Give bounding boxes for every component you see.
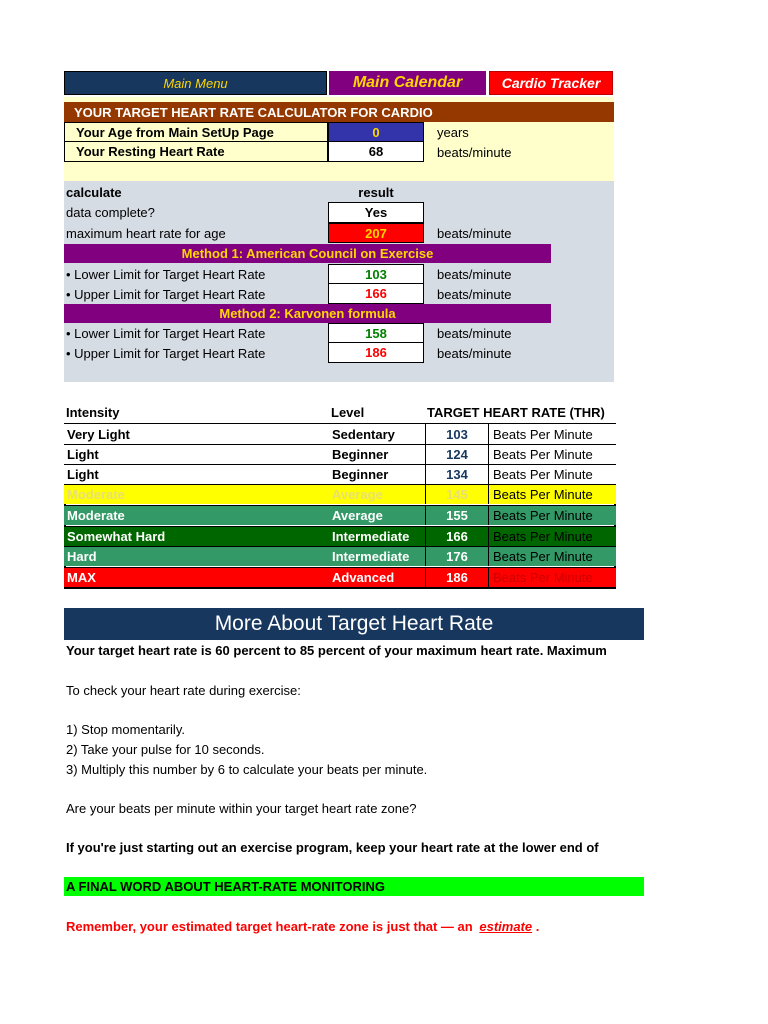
final-word-banner-text: A FINAL WORD ABOUT HEART-RATE MONITORING	[66, 879, 385, 894]
method2-lower-value-text: 158	[365, 325, 387, 341]
method1-banner	[64, 244, 551, 263]
resting-label-text: Your Resting Heart Rate	[76, 144, 225, 159]
method2-upper-label	[66, 343, 265, 363]
level-cell: Advanced	[332, 570, 395, 585]
cardio-tracker-label: Cardio Tracker	[501, 75, 601, 91]
method2-upper-value	[328, 343, 424, 363]
intensity-cell: Light	[67, 447, 99, 462]
method2-lower-value	[328, 323, 424, 343]
thr-value-cell: 166	[425, 527, 489, 546]
zone-question: Are your beats per minute within your target heart rate zone?	[66, 801, 417, 816]
level-cell: Average	[332, 487, 383, 502]
method1-lower-unit-text: beats/minute	[437, 266, 512, 282]
step-2: 2) Take your pulse for 10 seconds.	[66, 742, 265, 757]
thr-value-cell: 186	[425, 568, 489, 587]
remember-prefix: Remember, your estimated target heart-rate zone is just that — an	[66, 919, 473, 934]
max-hr-label	[66, 223, 226, 243]
main-menu-label: Main Menu	[163, 75, 228, 91]
thr-value-cell: 134	[425, 465, 489, 484]
data-complete-value-text: Yes	[364, 205, 388, 220]
thr-value-cell: 103	[425, 424, 489, 444]
level-cell: Beginner	[332, 447, 389, 462]
max-hr-value	[328, 223, 424, 243]
max-hr-unit-text: beats/minute	[437, 225, 512, 241]
age-value-text: 0	[372, 124, 380, 140]
intensity-cell: Light	[67, 467, 99, 482]
method1-lower-label	[66, 264, 265, 284]
thr-value-cell: 145	[425, 485, 489, 504]
intensity-cell: Moderate	[67, 487, 125, 502]
data-complete-label-text: data complete?	[66, 204, 155, 220]
age-value	[328, 122, 424, 142]
intensity-cell: Somewhat Hard	[67, 529, 166, 544]
method2-lower-label-text: • Lower Limit for Target Heart Rate	[66, 325, 266, 341]
age-unit-text: years	[437, 124, 469, 140]
main-calendar-label: Main Calendar	[352, 74, 463, 91]
method1-lower-value	[328, 264, 424, 284]
estimate-link[interactable]: estimate	[479, 919, 533, 934]
max-hr-unit	[437, 223, 511, 243]
resting-value-input[interactable]	[328, 142, 424, 162]
method2-upper-label-text: • Upper Limit for Target Heart Rate	[66, 345, 266, 361]
max-hr-value-text: 207	[365, 225, 387, 241]
method1-upper-value	[328, 284, 424, 304]
method2-lower-label	[66, 323, 265, 343]
thr-value-cell: 176	[425, 547, 489, 566]
intensity-row-very-light	[64, 424, 616, 444]
data-complete-value	[328, 202, 424, 223]
intensity-row-somewhat-hard	[64, 526, 616, 546]
method1-upper-label-text: • Upper Limit for Target Heart Rate	[66, 286, 266, 302]
method1-upper-value-text: 166	[365, 286, 387, 301]
method2-upper-unit	[437, 343, 511, 363]
intensity-row-moderate-2	[64, 505, 616, 525]
resting-unit-text: beats/minute	[437, 144, 512, 160]
intensity-header-text: Intensity	[66, 404, 120, 420]
thr-unit-cell: Beats Per Minute	[493, 570, 593, 585]
method1-lower-label-text: • Lower Limit for Target Heart Rate	[66, 266, 266, 282]
method1-title-text: Method 1: American Council on Exercise	[181, 246, 434, 261]
method2-lower-unit-text: beats/minute	[437, 325, 512, 341]
data-complete-label	[66, 202, 155, 222]
intensity-cell: Very Light	[67, 426, 130, 442]
about-intro: Your target heart rate is 60 percent to 85 percent of your maximum heart rate. Maximum	[66, 643, 607, 658]
main-menu-button[interactable]	[64, 71, 327, 95]
result-header-text: result	[358, 184, 394, 200]
method2-upper-unit-text: beats/minute	[437, 345, 512, 361]
intensity-row-max	[64, 567, 616, 587]
age-unit	[437, 122, 469, 142]
result-header	[328, 182, 424, 202]
thr-unit-cell: Beats Per Minute	[493, 529, 593, 544]
final-word-banner	[64, 877, 644, 896]
level-cell: Beginner	[332, 467, 389, 482]
intensity-row-light-2	[64, 464, 616, 484]
level-cell: Sedentary	[332, 426, 395, 442]
step-3: 3) Multiply this number by 6 to calculate your beats per minute.	[66, 762, 428, 777]
intensity-header	[66, 402, 119, 422]
remember-line	[66, 919, 539, 934]
thr-unit-cell: Beats Per Minute	[493, 426, 593, 442]
level-header	[331, 402, 364, 422]
calculate-header	[66, 182, 122, 202]
cardio-tracker-button[interactable]	[489, 71, 613, 95]
method2-upper-value-text: 186	[365, 345, 387, 360]
intensity-row-hard	[64, 546, 616, 566]
thr-value-cell: 155	[425, 506, 489, 525]
main-calendar-button[interactable]	[329, 71, 486, 95]
method1-lower-value-text: 103	[365, 266, 387, 282]
intensity-row-moderate-1	[64, 484, 616, 504]
calculator-title	[64, 102, 614, 122]
method1-upper-label	[66, 284, 265, 304]
method2-lower-unit	[437, 323, 511, 343]
resting-label	[64, 142, 328, 162]
thr-header-text: TARGET HEART RATE (THR)	[427, 404, 605, 420]
resting-value-text: 68	[368, 144, 384, 159]
calculate-header-text: calculate	[66, 184, 122, 200]
thr-unit-cell: Beats Per Minute	[493, 549, 593, 564]
level-cell: Intermediate	[332, 549, 410, 564]
thr-value-cell: 124	[425, 445, 489, 464]
intensity-cell: Moderate	[67, 508, 125, 523]
level-cell: Intermediate	[332, 529, 410, 544]
more-about-banner-text: More About Target Heart Rate	[214, 612, 494, 635]
step-1: 1) Stop momentarily.	[66, 722, 185, 737]
method2-title-text: Method 2: Karvonen formula	[219, 306, 396, 321]
beginner-advice: If you're just starting out an exercise program, keep your heart rate at the lower end of	[66, 840, 599, 855]
thr-unit-cell: Beats Per Minute	[493, 487, 593, 502]
level-header-text: Level	[331, 404, 365, 420]
intensity-cell: Hard	[67, 549, 97, 564]
intensity-cell: MAX	[67, 570, 96, 585]
age-label	[64, 122, 328, 142]
check-intro: To check your heart rate during exercise:	[66, 683, 301, 698]
method1-lower-unit	[437, 264, 511, 284]
resting-unit	[437, 142, 511, 162]
method1-upper-unit-text: beats/minute	[437, 286, 512, 302]
max-hr-label-text: maximum heart rate for age	[66, 225, 226, 241]
intensity-row-light-1	[64, 444, 616, 464]
thr-unit-cell: Beats Per Minute	[493, 508, 593, 523]
more-about-banner	[64, 608, 644, 640]
method1-upper-unit	[437, 284, 511, 304]
remember-suffix: .	[535, 919, 540, 934]
thr-unit-cell: Beats Per Minute	[493, 447, 593, 462]
thr-header	[427, 402, 605, 422]
level-cell: Average	[332, 508, 383, 523]
thr-unit-cell: Beats Per Minute	[493, 467, 593, 482]
calculator-title-text: YOUR TARGET HEART RATE CALCULATOR FOR CARDIO	[74, 104, 433, 120]
age-label-text: Your Age from Main SetUp Page	[76, 124, 274, 140]
method2-banner	[64, 304, 551, 323]
